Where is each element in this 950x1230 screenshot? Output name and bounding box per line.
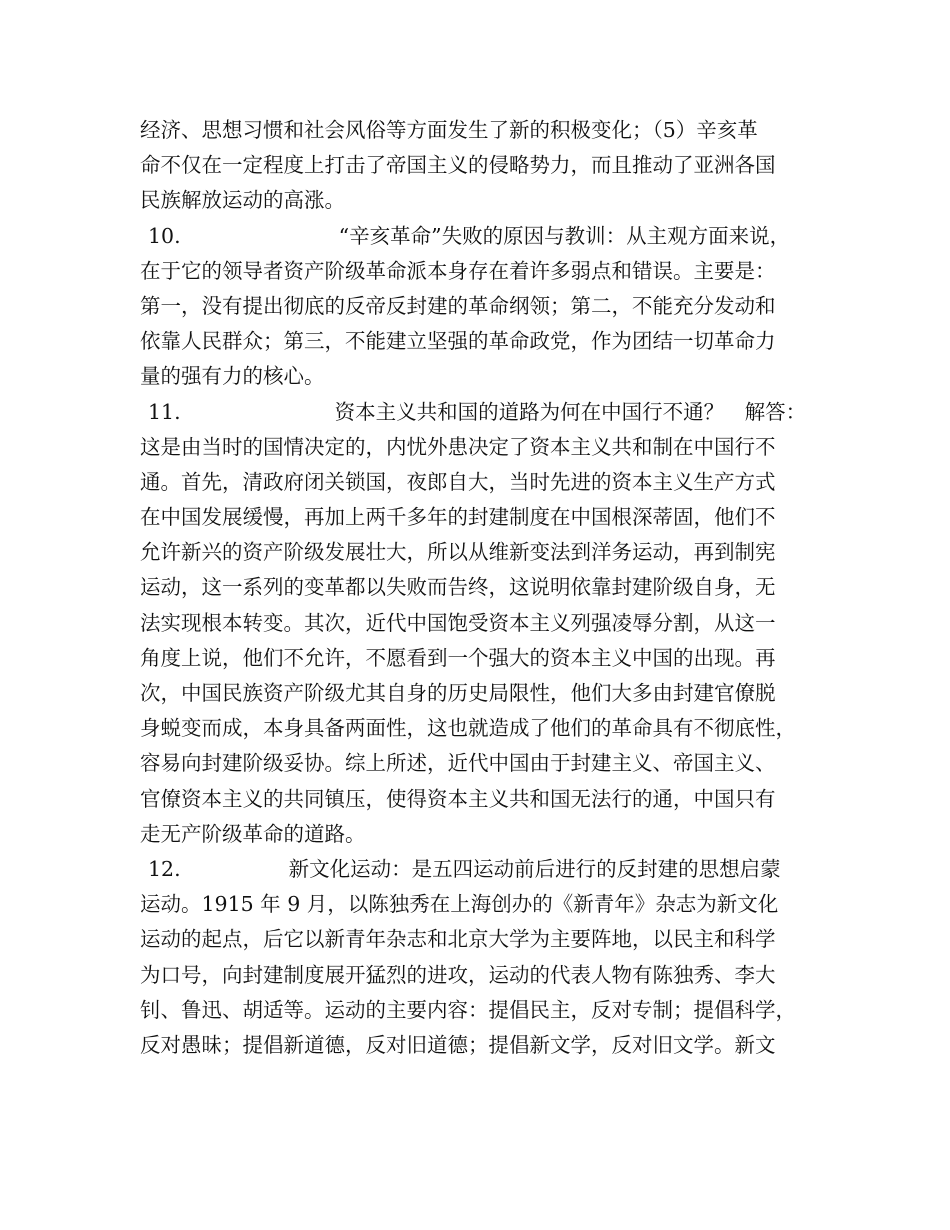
- text-line: 命不仅在一定程度上打击了帝国主义的侵略势力，而且推动了亚洲各国: [140, 153, 776, 178]
- text-line: 官僚资本主义的共同镇压，使得资本主义共和国无法行的通，中国只有: [140, 786, 776, 811]
- item-heading-text: 新文化运动：是五四运动前后进行的反封建的思想启蒙: [288, 856, 781, 881]
- item-number: 10.: [148, 223, 181, 248]
- document-body: [140, 113, 830, 1063]
- item-12-heading-line: [140, 852, 830, 887]
- text-line: 运动。1915 年 9 月，以陈独秀在上海创办的《新青年》杂志为新文化: [140, 892, 779, 917]
- text-line: 身蜕变而成，本身具备两面性，这也就造成了他们的革命具有不彻底性，: [140, 716, 796, 741]
- text-line: 经济、思想习惯和社会风俗等方面发生了新的积极变化；（5）辛亥革: [140, 118, 758, 142]
- item-number: 12.: [148, 856, 181, 881]
- text-line: 在中国发展缓慢，再加上两千多年的封建制度在中国根深蒂固，他们不: [140, 505, 776, 530]
- text-line: 容易向封建阶级妥协。综上所述，近代中国由于封建主义、帝国主义、: [140, 751, 776, 776]
- text-line: 走无产阶级革命的道路。: [140, 821, 366, 846]
- text-line: 角度上说，他们不允许，不愿看到一个强大的资本主义中国的出现。再: [140, 645, 776, 670]
- text-line: 钊、鲁迅、胡适等。运动的主要内容：提倡民主，反对专制；提倡科学，: [140, 997, 796, 1022]
- text-line: 为口号，向封建制度展开猛烈的进攻，运动的代表人物有陈独秀、李大: [140, 962, 776, 987]
- item-10-heading-line: [140, 219, 830, 254]
- text-line: 量的强有力的核心。: [140, 364, 325, 389]
- text-line: 民族解放运动的高涨。: [140, 188, 345, 213]
- text-line: 运动，这一系列的变革都以失败而告终，这说明依靠封建阶级自身，无: [140, 575, 776, 600]
- item-11-heading-line: [140, 395, 830, 430]
- text-line: 运动的起点，后它以新青年杂志和北京大学为主要阵地，以民主和科学: [140, 927, 776, 952]
- text-line: 次，中国民族资产阶级尤其自身的历史局限性，他们大多由封建官僚脱: [140, 681, 776, 705]
- text-line: 依靠人民群众；第三，不能建立坚强的革命政党，作为团结一切革命力: [140, 329, 776, 354]
- item-heading-text: 资本主义共和国的道路为何在中国行不通？ 解答：: [334, 399, 807, 424]
- text-line: 反对愚昧；提倡新道德，反对旧道德；提倡新文学，反对旧文学。新文: [140, 1032, 776, 1057]
- text-line: 在于它的领导者资产阶级革命派本身存在着许多弱点和错误。主要是：: [140, 258, 776, 283]
- item-number: 11.: [148, 399, 181, 424]
- text-line: 第一，没有提出彻底的反帝反封建的革命纲领；第二，不能充分发动和: [140, 293, 776, 318]
- text-line: 通。首先，清政府闭关锁国，夜郎自大，当时先进的资本主义生产方式: [140, 469, 776, 494]
- text-line: 法实现根本转变。其次，近代中国饱受资本主义列强凌辱分割，从这一: [140, 610, 776, 635]
- text-line: 允许新兴的资产阶级发展壮大，所以从维新变法到洋务运动，再到制宪: [140, 540, 776, 565]
- text-line: 这是由当时的国情决定的，内忧外患决定了资本主义共和制在中国行不: [140, 434, 776, 459]
- item-heading-text: “辛亥革命”失败的原因与教训：从主观方面来说，: [338, 223, 791, 248]
